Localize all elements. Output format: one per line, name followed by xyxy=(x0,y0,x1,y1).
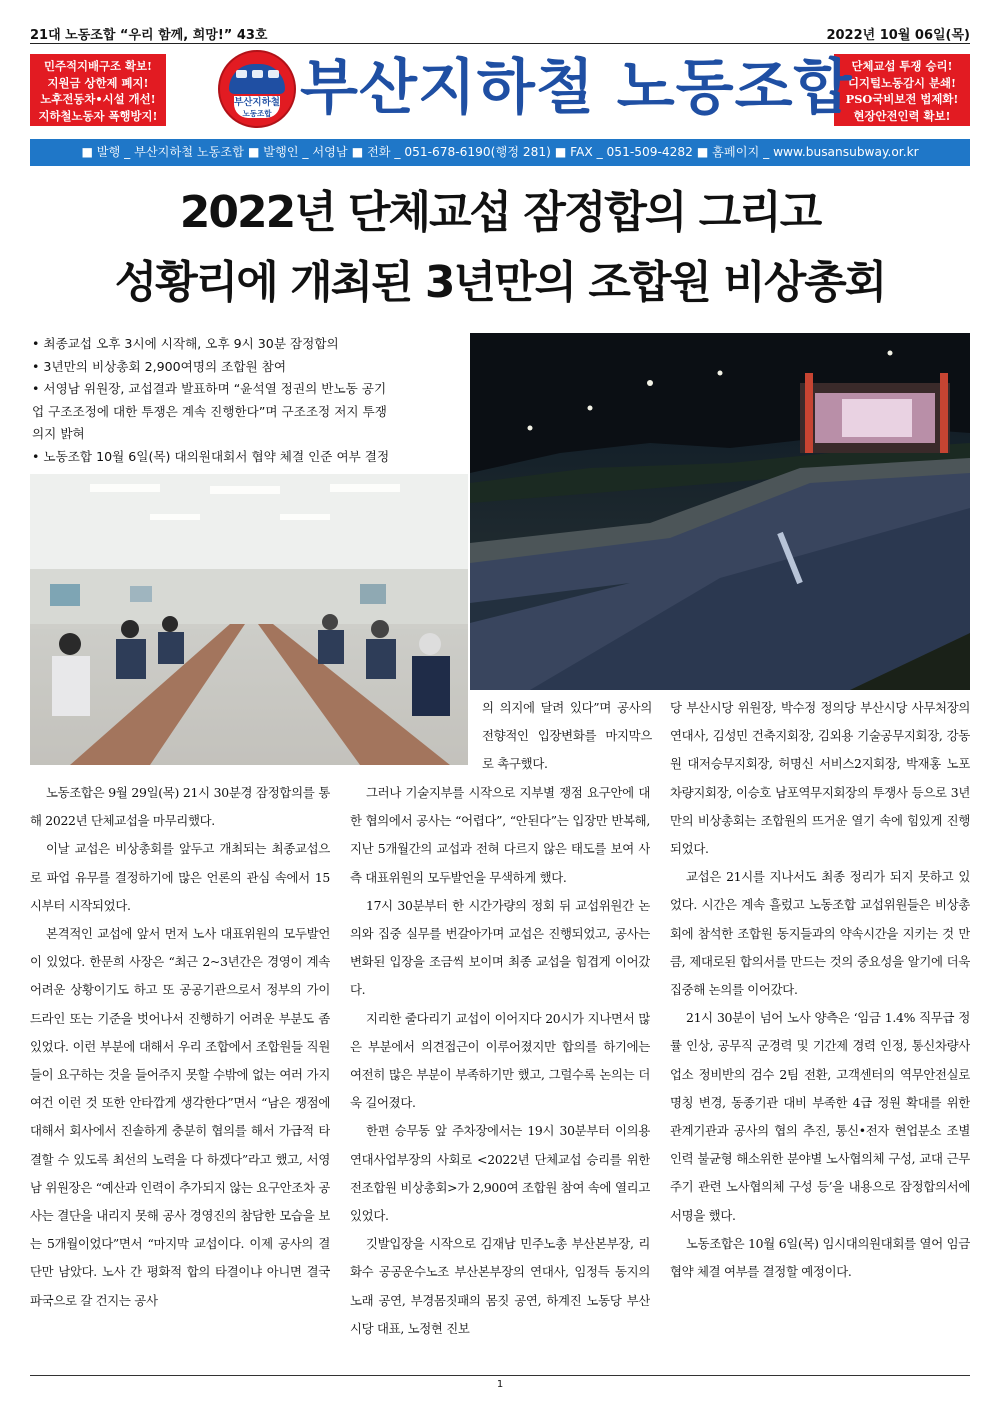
summary-bullets xyxy=(32,333,432,468)
article-paragraph: 17시 30분부터 한 시간가량의 정회 뒤 교섭위원간 논의와 집중 실무를 번갈아가며 교섭은 진행되었고, 공사는 변화된 입장을 조금씩 보이며 최종 교섭을 힘겹게 이어갔다. xyxy=(350,897,650,998)
article-column-1 xyxy=(30,779,330,1371)
issue-bar xyxy=(30,22,970,44)
article-column-2-top xyxy=(482,694,652,778)
bullet-item: • 서영남 위원장, 교섭결과 발표하며 “윤석열 정권의 반노동 공기 xyxy=(32,381,387,396)
article-paragraph: 노동조합은 9월 29일(목) 21시 30분경 잠정합의를 통해 2022년 단체교섭을 마무리했다. xyxy=(30,785,330,829)
page-footer xyxy=(30,1375,970,1390)
issue-date: 2022년 10월 06일(목) xyxy=(826,28,970,43)
bullet-item: 의지 밝혀 xyxy=(32,426,85,441)
meeting-photo-illustration xyxy=(30,474,468,765)
article-paragraph: 지리한 줄다리기 교섭이 이어지다 20시가 지나면서 많은 부분에서 의견접근이 이루어졌지만 합의를 하기에는 여전히 많은 부분이 부족하기만 했고, 그럴수록 논의는 더욱 길어졌다. xyxy=(350,1010,650,1111)
train-window-icon xyxy=(236,70,247,78)
article-paragraph: 교섭은 21시를 지나서도 최종 정리가 되지 못하고 있었다. 시간은 계속 흘렀고 노동조합 교섭위원들은 비상총회에 참석한 조합원 동지들과의 약속시간을 지키는 것 만큼, 제대로된 합의서를 만드는 것의 중요성을 알기에 더욱 집중해 논의를 이어갔다. xyxy=(670,869,970,998)
logo-text-line: 부산지하철 xyxy=(234,97,280,108)
slogan-line: 현장안전인력 확보! xyxy=(853,108,951,123)
slogan-line: 민주적지배구조 확보! xyxy=(44,59,152,73)
publisher-info-bar: ■ 발행 _ 부산지하철 노동조합 ■ 발행인 _ 서영남 ■ 전화 _ 051-678-6190(행정 281) ■ FAX _ 051-509-4282 ■ 홈페이지 _ www.busansubway.or.kr xyxy=(30,139,970,166)
article-paragraph: 의 의지에 달려 있다”며 공사의 전향적인 입장변화를 마지막으로 촉구했다. xyxy=(482,700,652,772)
slogan-line: 지하철노동자 폭행방지! xyxy=(38,108,158,123)
slogan-line: 지원금 상한제 폐지! xyxy=(47,75,149,90)
page-number: 1 xyxy=(496,1379,504,1390)
train-icon xyxy=(229,64,285,94)
article-paragraph: 당 부산시당 위원장, 박수정 정의당 부산시당 사무처장의 연대사, 김성민 건축지회장, 김외용 기술공무지회장, 강동원 대저승무지회장, 허명신 서비스2지회장, 박재홍 노포차량지회장, 이승호 남포역무지회장의 투쟁사 등으로 3년만의 비상총회는 조합원의 뜨거운 열기 속에 힘있게 진행되었다. xyxy=(670,700,970,857)
headline-line-2: 성황리에 개최된 3년만의 조합원 비상총회 xyxy=(114,257,886,308)
slogan-line: PSO국비보전 법제화! xyxy=(845,92,959,106)
negotiation-meeting-photo xyxy=(30,474,468,765)
union-logo xyxy=(218,50,296,128)
logo-text-line: 노동조합 xyxy=(242,109,272,118)
logo-label xyxy=(234,96,280,118)
bullet-item: • 최종교섭 오후 3시에 시작해, 오후 9시 30분 잠정합의 xyxy=(32,336,339,351)
article-paragraph: 그러나 기술지부를 시작으로 지부별 쟁점 요구안에 대한 협의에서 공사는 “어렵다”, “안된다”는 입장만 반복해, 지난 5개월간의 교섭과 전혀 다르지 않은 태도를 보여 사측 대표위원의 모두발언을 무색하게 했다. xyxy=(350,785,650,885)
slogan-box-left xyxy=(30,54,166,126)
bullet-item: 업 구조조정에 대한 투쟁은 계속 진행한다”며 구조조정 저지 투쟁 xyxy=(32,403,387,419)
headline-line-1: 2022년 단체교섭 잠정합의 그리고 xyxy=(179,187,821,238)
bullet-item: • 3년만의 비상총회 2,900여명의 조합원 참여 xyxy=(32,358,286,374)
article-paragraph: 이날 교섭은 비상총회를 앞두고 개최되는 최종교섭으로 파업 유무를 결정하기에 많은 언론의 관심 속에서 15시부터 시작되었다. xyxy=(30,841,330,913)
masthead-title: 부산지하철 노동조합 xyxy=(300,53,853,123)
train-window-icon xyxy=(268,70,279,78)
article-paragraph: 한편 승무동 앞 주차장에서는 19시 30분부터 이의용 연대사업부장의 사회로 <2022년 단체교섭 승리를 위한 전조합원 비상총회>가 2,900여 조합원 참여 속에 열리고 있었다. xyxy=(350,1123,650,1224)
article-paragraph: 21시 30분이 넘어 노사 양측은 ‘임금 1.4% 직무급 정률 인상, 공무직 군경력 및 기간제 경력 인정, 통신차량사업소 정비반의 검수 2팀 전환, 고객센터의 역무안전실로 명칭 변경, 동종기관 대비 부족한 4급 정원 확대를 위한 관계기관과 공사의 협의 추진, 통신•전자 현업분소 조별 인력 불균형 해소위한 분야별 노사협의체 구성, 교대 근무주기 관련 노사협의체 구성 등’을 내용으로 잠정합의서에 서명을 했다. xyxy=(670,1010,970,1223)
train-window-icon xyxy=(252,70,263,78)
article-column-3 xyxy=(670,694,970,1371)
slogan-line: 노후전동차•시설 개선! xyxy=(40,92,156,106)
article-paragraph: 노동조합은 10월 6일(목) 임시대의원대회를 열어 임금협약 체결 여부를 결정할 예정이다. xyxy=(670,1235,970,1280)
article-paragraph: 깃발입장을 시작으로 김재남 민주노총 부산본부장, 리화수 공공운수노조 부산본부장의 연대사, 임정득 동지의 노래 공연, 부경몸짓패의 몸짓 공연, 하계진 노동당 부산시당 대표, 노정현 진보 xyxy=(350,1236,650,1336)
slogan-box-right xyxy=(834,54,970,126)
slogan-line: 디지털노동감시 분쇄! xyxy=(848,75,956,90)
rally-night-photo xyxy=(470,333,970,690)
slogan-line: 단체교섭 투쟁 승리! xyxy=(851,59,953,73)
rally-photo-illustration xyxy=(470,333,970,690)
article-paragraph: 본격적인 교섭에 앞서 먼저 노사 대표위원의 모두발언이 있었다. 한문희 사장은 “최근 2~3년간은 경영이 계속 어려운 상황이기도 하고 또 공공기관으로서 정부의 가이드라인 또는 기준을 벗어나서 진행하기 어려운 부분도 좀 있었다. 이런 부분에 대해서 우리 조합에서 조합원들 직원들이 요구하는 것을 들어주지 못할 수밖에 없는 여러 가지 여건 이런 것 또한 안타깝게 생각한다”면서 “남은 쟁점에 대해서 회사에서 진솔하게 충분히 협의를 해서 가급적 타결할 수 있도록 최선의 노력을 다 하겠다”라고 했고, 서영남 위원장은 “예산과 인력이 추가되지 않는 요구안조차 공사는 결단을 내리지 못해 공사 경영진의 참담한 모습을 보는 5개월이었다”면서 “마지막 교섭이다. 이제 공사의 결단만 남았다. 노사 간 평화적 합의 타결이냐 아니면 결국 파국으로 갈 건지는 공사 xyxy=(30,926,330,1308)
issue-number: 21대 노동조합 “우리 함께, 희망!” 43호 xyxy=(30,28,268,43)
article-column-2 xyxy=(350,779,650,1371)
bullet-item: • 노동조합 10월 6일(목) 대의원대회서 협약 체결 인준 여부 결정 xyxy=(32,448,390,464)
